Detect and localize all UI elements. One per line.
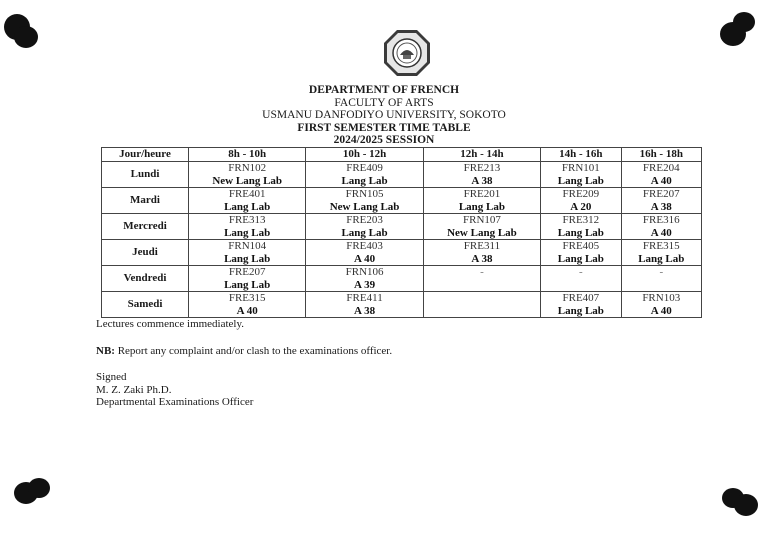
- course-room: A 40: [236, 304, 258, 317]
- faculty-title: FACULTY OF ARTS: [334, 96, 434, 109]
- course-room: Lang Lab: [557, 226, 604, 239]
- course-code: FRN105: [345, 188, 384, 200]
- course-room: A 20: [570, 200, 592, 213]
- course-code: FRN107: [462, 214, 501, 226]
- course-room: A 38: [471, 174, 493, 187]
- course-code: FRN102: [228, 162, 267, 174]
- course-cell: [189, 214, 306, 240]
- table-row: [102, 162, 702, 188]
- nb-text: Report any complaint and/or clash to the examinations officer.: [114, 345, 393, 357]
- course-code: FRE403: [346, 240, 383, 252]
- nb-note: [96, 345, 392, 358]
- course-room: A 40: [650, 304, 672, 317]
- course-room: Lang Lab: [638, 252, 685, 265]
- course-room: A 38: [471, 252, 493, 265]
- course-code: FRE207: [228, 266, 266, 278]
- course-room: New Lang Lab: [329, 200, 400, 213]
- course-code: FRN101: [561, 162, 600, 174]
- timetable: [101, 147, 702, 318]
- course-code: FRN106: [345, 266, 384, 278]
- document-header: [0, 84, 768, 147]
- scan-blob-top-right-2: [720, 22, 746, 46]
- course-cell: [306, 266, 423, 292]
- course-code: -: [579, 266, 583, 278]
- timetable-title: FIRST SEMESTER TIME TABLE: [297, 121, 471, 134]
- course-room: Lang Lab: [557, 304, 604, 317]
- course-room: A 40: [650, 174, 672, 187]
- course-code: -: [659, 266, 664, 278]
- course-code: FRE311: [463, 240, 501, 252]
- day-cell: Samedi: [102, 292, 189, 318]
- course-cell: [423, 240, 540, 266]
- course-cell: [423, 292, 540, 318]
- nb-label: NB:: [96, 345, 115, 357]
- course-room: New Lang Lab: [212, 174, 283, 187]
- scan-blob-top-left-2: [14, 26, 38, 48]
- course-room: A 40: [354, 252, 376, 265]
- table-row: [102, 214, 702, 240]
- course-cell: [621, 214, 701, 240]
- course-code: FRE316: [642, 214, 680, 226]
- scan-blob-bottom-right-2: [734, 494, 758, 516]
- course-cell: [423, 188, 540, 214]
- course-cell: [306, 162, 423, 188]
- university-title: USMANU DANFODIYO UNIVERSITY, SOKOTO: [262, 109, 506, 121]
- course-code: FRE411: [346, 292, 383, 304]
- course-cell: [189, 188, 306, 214]
- column-header: 10h - 12h: [306, 148, 423, 162]
- course-cell: [189, 292, 306, 318]
- course-code: FRE401: [228, 188, 266, 200]
- course-cell: [541, 266, 621, 292]
- signed-label: Signed: [96, 371, 127, 383]
- day-cell: Mardi: [102, 188, 189, 214]
- course-cell: [423, 266, 540, 292]
- course-cell: [541, 214, 621, 240]
- course-cell: [423, 162, 540, 188]
- course-code: FRE313: [228, 214, 266, 226]
- course-cell: [541, 240, 621, 266]
- course-code: FRN104: [228, 240, 267, 252]
- course-cell: [423, 214, 540, 240]
- column-header: 12h - 14h: [423, 148, 540, 162]
- course-cell: [189, 162, 306, 188]
- course-room: New Lang Lab: [447, 226, 517, 239]
- course-room: Lang Lab: [224, 278, 271, 291]
- department-title: DEPARTMENT OF FRENCH: [308, 84, 460, 96]
- course-room: Lang Lab: [557, 174, 604, 187]
- signatory-name: M. Z. Zaki Ph.D.: [96, 383, 172, 396]
- course-code: -: [480, 266, 484, 278]
- course-room: Lang Lab: [458, 200, 506, 213]
- course-code: FRE213: [463, 162, 501, 174]
- course-cell: [306, 292, 423, 318]
- course-room: A 40: [650, 226, 672, 239]
- course-cell: [306, 240, 423, 266]
- course-room: Lang Lab: [224, 200, 271, 213]
- day-cell: Jeudi: [102, 240, 189, 266]
- course-code: FRE315: [642, 240, 680, 252]
- signature-block: [96, 371, 253, 409]
- course-cell: [621, 188, 701, 214]
- course-cell: [189, 240, 306, 266]
- course-code: FRE315: [228, 292, 266, 304]
- course-code: FRE409: [346, 162, 383, 174]
- table-row: [102, 266, 702, 292]
- course-cell: [541, 188, 621, 214]
- course-room: A 39: [354, 278, 376, 291]
- day-cell: Vendredi: [102, 266, 189, 292]
- course-cell: [621, 292, 701, 318]
- lectures-note: Lectures commence immediately.: [96, 318, 245, 330]
- course-room: A 38: [354, 304, 376, 317]
- course-cell: [189, 266, 306, 292]
- course-cell: [541, 162, 621, 188]
- course-code: FRE201: [463, 188, 501, 200]
- course-cell: [621, 162, 701, 188]
- timetable-header-row: [102, 148, 702, 162]
- scan-blob-bottom-left-2: [28, 478, 50, 498]
- course-cell: [306, 214, 423, 240]
- course-cell: [306, 188, 423, 214]
- course-code: FRE203: [346, 214, 383, 226]
- course-code: FRE209: [562, 188, 600, 200]
- university-seal-logo: [383, 29, 431, 77]
- course-code: FRE407: [562, 292, 600, 304]
- column-header: 16h - 18h: [621, 148, 701, 162]
- course-code: FRN103: [642, 292, 681, 304]
- course-cell: [541, 292, 621, 318]
- course-room: Lang Lab: [341, 174, 388, 187]
- course-code: FRE204: [642, 162, 680, 174]
- column-header: 14h - 16h: [541, 148, 621, 162]
- course-room: A 38: [650, 200, 672, 213]
- day-cell: Lundi: [102, 162, 189, 188]
- signatory-role: Departmental Examinations Officer: [96, 396, 254, 408]
- course-room: Lang Lab: [341, 226, 388, 239]
- course-room: Lang Lab: [224, 252, 271, 265]
- day-cell: Mercredi: [102, 214, 189, 240]
- course-code: FRE207: [642, 188, 680, 200]
- course-cell: [621, 266, 701, 292]
- course-code: FRE312: [562, 214, 600, 226]
- course-cell: [621, 240, 701, 266]
- table-row: [102, 188, 702, 214]
- course-code: FRE405: [562, 240, 600, 252]
- session-title: 2024/2025 SESSION: [333, 134, 435, 146]
- table-row: [102, 292, 702, 318]
- course-room: Lang Lab: [224, 226, 271, 239]
- column-header: 8h - 10h: [189, 148, 306, 162]
- course-room: Lang Lab: [557, 252, 604, 265]
- column-header: Jour/heure: [102, 148, 189, 162]
- table-row: [102, 240, 702, 266]
